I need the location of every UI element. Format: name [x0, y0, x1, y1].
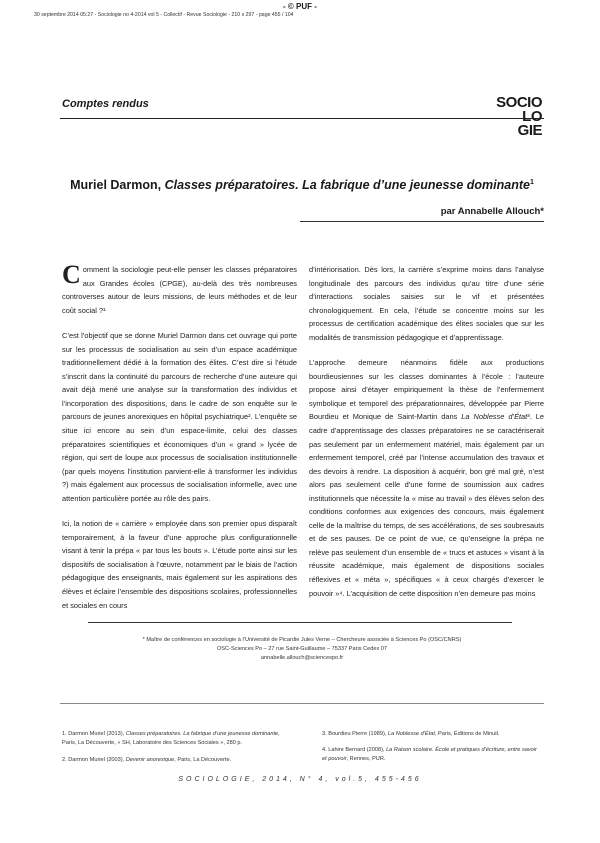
footnote-3: 3. Bourdieu Pierre (1989), La Noblesse d’État, Paris, Éditions de Minuit.	[322, 731, 500, 737]
footnote-4: 4. Lahire Bernard (2008), La Raison scolaire. École et pratiques d’écriture, entre savoir et pouvoir, Rennes, PUR.	[322, 747, 537, 762]
paragraph: Ici, la notion de « carrière » employée dans son premier opus disparaît temporairement, à la faveur d’une approche plus configurationnelle visant à tenir la prépa « par tous les bouts ». L’étude porte ainsi sur les dispositifs de socialisation à l’œuvre, notamment par le biais de l’action pédagogique des enseignants, mais également sur les aspirations des élèves et éclaire l’ensemble des dispositions scolaires, professionnelles et sociales en cours	[62, 519, 297, 610]
logo-line-2: LO	[522, 108, 542, 125]
header-rule	[60, 118, 544, 119]
paragraph: C’est l’objectif que se donne Muriel Darmon dans cet ouvrage qui porte sur les processus de socialisation au sein d’un espace académique traditionnellement dédié à la formation des élites. C’est dire si l’étude s’inscrit dans la continuité du parcours de recherche d’une auteure qui avait déjà mené une analyse sur la transformation des individus et l’incorporation des dispositions, dans le cadre de son enquête sur le parcours de jeunes anorexiques en hôpital psychiatrique². L’enquête se situe ici encore au sein d’un espace-limite, celui des classes préparatoires scientifiques et économiques d’un « grand » lycée de région, qui sert de loupe aux processus de socialisation institutionnelle (par quels moyens l’institution parvient-elle à transformer les individus ?) mais également aux processus de socialisation informelle, avec une attention particulière portée au rôle des pairs.	[62, 331, 297, 503]
paragraph: d’intériorisation. Dès lors, la carrière s’exprime moins dans l’analyse longitudinale des parcours des individus qu’au titre d’une série d’interactions sociales saisies sur le vif et présentées chronologiquement. En cela, l’étude se concentre moins sur les processus de certification académique des élites sociales que sur les modalités de transmission pédagogique et d’apprentissage.	[309, 265, 544, 342]
journal-logo	[494, 96, 542, 138]
author-affiliation	[60, 636, 544, 663]
byline-rule	[300, 221, 544, 222]
title-book: Classes préparatoires. La fabrique d’une jeunesse dominante	[164, 178, 530, 192]
print-slug: 30 septembre 2014 05:27 - Sociologie no 4-2014 vol 5 - Collectif - Revue Sociologie - 210 x 297 - page 455 / 104	[34, 12, 294, 18]
footnote-2: 2. Darmon Muriel (2003), Devenir anorexique, Paris, La Découverte.	[62, 757, 232, 763]
section-heading: Comptes rendus	[62, 98, 149, 110]
body-column-left	[62, 260, 297, 624]
footnote-1: 1. Darmon Muriel (2013), Classes préparatoires. La fabrique d’une jeunesse dominante, Paris, La Découverte, « SH, Laboratoire des Sciences Sociales », 280 p.	[62, 731, 280, 746]
affiliation-rule	[88, 622, 512, 623]
body-column-right	[309, 263, 544, 612]
affiliation-email: annabelle.allouch@sciencespo.fr	[260, 655, 344, 661]
paragraph: Comment la sociologie peut-elle penser les classes préparatoires aux Grandes écoles (CPGE), au-delà des très nombreuses controverses autour de leurs missions, de leurs méthodes et de leur coût social ?¹	[62, 260, 297, 315]
article-title	[60, 178, 544, 192]
publisher-watermark: - © PUF -	[283, 2, 317, 11]
paragraph: L’approche demeure néanmoins fidèle aux productions bourdieusiennes sur les classes dominantes à l’école : l’auteure propose ainsi d’étayer empiriquement la thèse de l’enfermement symbolique et temporel des préparationnaires, développée par Pierre Bourdieu et Monique de Saint-Martin dans La Noblesse d’État³. Le cadre d’apprentissage des classes préparatoires ne se caractériserait pas seulement par un enfermement matériel, mais également par un enfermement temporel, créé par l’intense accumulation des travaux et des devoirs à rendre. La disposition à acquérir, bon gré mal gré, n’est alors pas seulement celle d’une forme de soumission aux cadres institutionnels que nécessite la « mise au travail » des élèves selon des conditions conformes aux exigences des concours, mais également celle de la maîtrise du temps, de ses accélérations, de ses soubresauts et de ses pauses. De ce point de vue, ce qu’enseigne la prépa ne relève pas seulement d’un ensemble de « trucs et astuces » visant à la réussite académique, mais également de dispositions sociales réflexives et « méta », spécifiques « à ceux chargés d’exercer le pouvoir »⁴. L’acquisition de cette disposition n’en demeure pas moins	[309, 358, 544, 598]
title-author: Muriel Darmon,	[70, 178, 165, 192]
drop-cap: C	[62, 260, 81, 289]
logo-line-1: SOCIO	[496, 94, 542, 111]
title-note: 1	[529, 178, 534, 186]
journal-citation-footer: SOCIOLOGIE, 2014, N° 4, vol.5, 455-456	[178, 776, 422, 783]
affiliation-line: * Maître de conférences en sociologie à l’Université de Picardie Jules Verne – Chercheure associée à Sciences Po (OSC/CNRS)	[142, 637, 462, 643]
affiliation-address: OSC-Sciences Po – 27 rue Saint-Guillaume – 75337 Paris Cedex 07	[216, 646, 388, 652]
footnote-rule	[60, 703, 544, 704]
byline: par Annabelle Allouch*	[440, 206, 544, 217]
logo-line-3: GIE	[517, 122, 542, 139]
